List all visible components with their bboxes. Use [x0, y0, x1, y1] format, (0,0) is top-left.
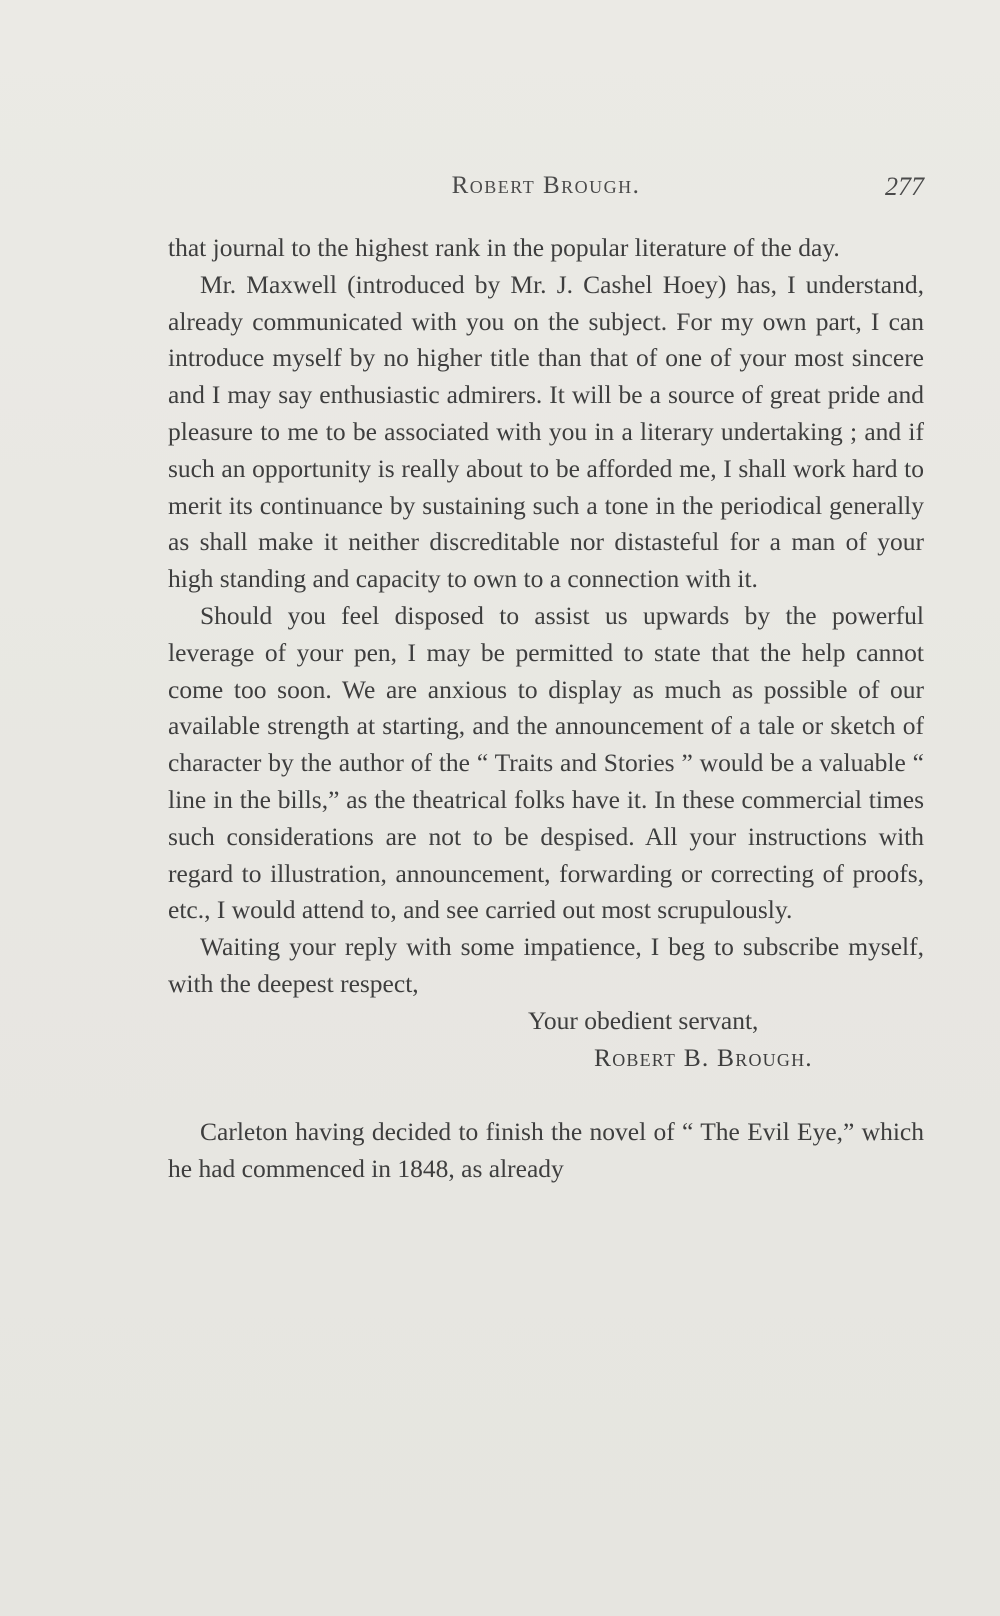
page-number: 277 — [885, 172, 924, 201]
paragraph: Should you feel disposed to assist us upwards by the powerful leverage of your pen, I may be permitted to state that the help cannot come too soon. We are anxious to display as much as possible of our available strength at starting, and the announcement of a tale or sketch of character by the author of the “ Traits and Stories ” would be a valuable “ line in the bills,” as the theatrical folks have it. In these commercial times such considerations are not to be despised. All your instructions with regard to illustration, announcement, forwarding or correcting of proofs, etc., I would attend to, and see carried out most scrupulously. — [168, 600, 924, 925]
letter-closing — [168, 1003, 924, 1077]
section-gap — [168, 1076, 924, 1114]
signature: Robert B. Brough. — [594, 1042, 813, 1072]
paragraph-continuation: that journal to the highest rank in the popular literature of the day. — [168, 233, 840, 262]
paragraph: Carleton having decided to finish the novel of “ The Evil Eye,” which he had commenced in 1848, as already — [168, 1117, 924, 1184]
valediction: Your obedient servant, — [528, 1005, 759, 1035]
paragraph: Mr. Maxwell (introduced by Mr. J. Cashel Hoey) has, I understand, already communicated with you on the subject. For my own part, I can introduce myself by no higher title than that of one of your most sincere and I may say enthusiastic admirers. It will be a source of great pride and pleasure to me to be associated with you in a literary undertaking ; and if such an opportunity is really about to be afforded me, I shall work hard to merit its continuance by sustaining such a tone in the periodical generally as shall make it neither discreditable nor distasteful for a man of your high standing and capacity to own to a connection with it. — [168, 269, 924, 594]
running-head — [168, 172, 924, 212]
running-title: Robert Brough. — [451, 172, 641, 199]
paragraph: Waiting your reply with some impatience, I beg to subscribe myself, with the deepest respect, — [168, 932, 924, 998]
body-text — [168, 230, 924, 1188]
